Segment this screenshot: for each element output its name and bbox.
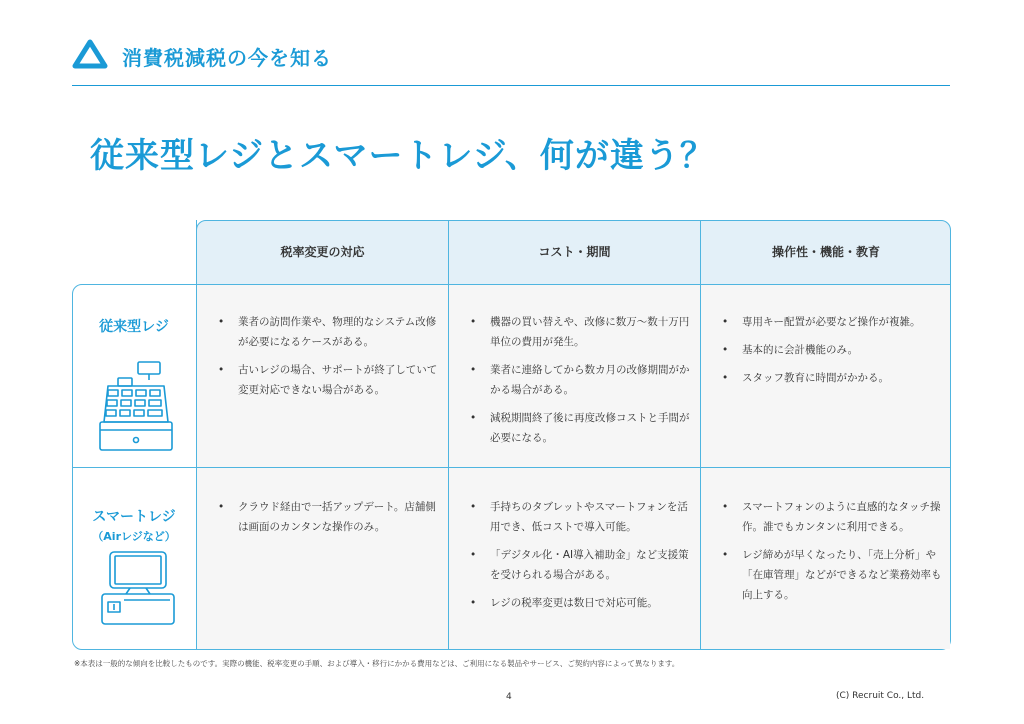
column-header: 操作性・機能・教育 — [771, 245, 880, 259]
list-item: • スタッフ教育に時間がかかる。 — [720, 368, 942, 388]
table-cell — [720, 312, 942, 396]
column-header: 税率変更の対応 — [280, 245, 365, 259]
section-title: 消費税減税の今を知る — [122, 46, 332, 70]
table-cell — [720, 497, 942, 613]
list-item: • レジ締めが早くなったり、「売上分析」や「在庫管理」などができるなど業務効率も向上する。 — [720, 545, 942, 605]
column-header: コスト・期間 — [538, 245, 611, 259]
list-item: • 機器の買い替えや、改修に数万〜数十万円単位の費用が発生。 — [468, 312, 690, 352]
list-item: • 手持ちのタブレットやスマートフォンを活用でき、低コストで導入可能。 — [468, 497, 690, 537]
table-cell — [468, 497, 690, 621]
list-item: • レジの税率変更は数日で対応可能。 — [468, 593, 690, 613]
table-cell — [216, 497, 438, 545]
list-item: • 「デジタル化・AI導入補助金」など支援策を受けられる場合がある。 — [468, 545, 690, 585]
header-divider — [72, 85, 950, 86]
row-sublabel-text: （Airレジなど） — [92, 530, 176, 543]
list-item: • 基本的に会計機能のみ。 — [720, 340, 942, 360]
list-item: • 業者の訪問作業や、物理的なシステム改修が必要になるケースがある。 — [216, 312, 438, 352]
list-item: • クラウド経由で一括アップデート。店舗側は画面のカンタンな操作のみ。 — [216, 497, 438, 537]
row-label-legacy-register — [72, 316, 196, 336]
triangle-logo-icon — [72, 38, 108, 70]
list-item: • 専用キー配置が必要など操作が複雑。 — [720, 312, 942, 332]
tablet-pos-icon — [100, 550, 176, 628]
table-cell — [468, 312, 690, 456]
cash-register-icon — [96, 360, 176, 455]
list-item: • スマートフォンのように直感的なタッチ操作。誰でもカンタンに利用できる。 — [720, 497, 942, 537]
page-title: 従来型レジとスマートレジ、何が違う？ — [90, 136, 715, 176]
row-label-smart-register — [72, 506, 196, 544]
copyright: (C) Recruit Co., Ltd. — [836, 691, 925, 701]
list-item: • 古いレジの場合、サポートが終了していて変更対応できない場合がある。 — [216, 360, 438, 400]
footnote: ※本表は一般的な傾向を比較したものです。実際の機能、税率変更の手順、および導入・移行にかかる費用などは、ご利用になる製品やサービス、ご契約内容によって異なります。 — [74, 659, 680, 668]
table-divider — [72, 467, 951, 468]
page-number: 4 — [506, 692, 512, 702]
list-item: • 業者に連絡してから数カ月の改修期間がかかる場合がある。 — [468, 360, 690, 400]
row-label-text: 従来型レジ — [99, 319, 169, 335]
list-item: • 減税期間終了後に再度改修コストと手間が必要になる。 — [468, 408, 690, 448]
table-cell — [216, 312, 438, 408]
row-label-text: スマートレジ — [92, 509, 176, 525]
